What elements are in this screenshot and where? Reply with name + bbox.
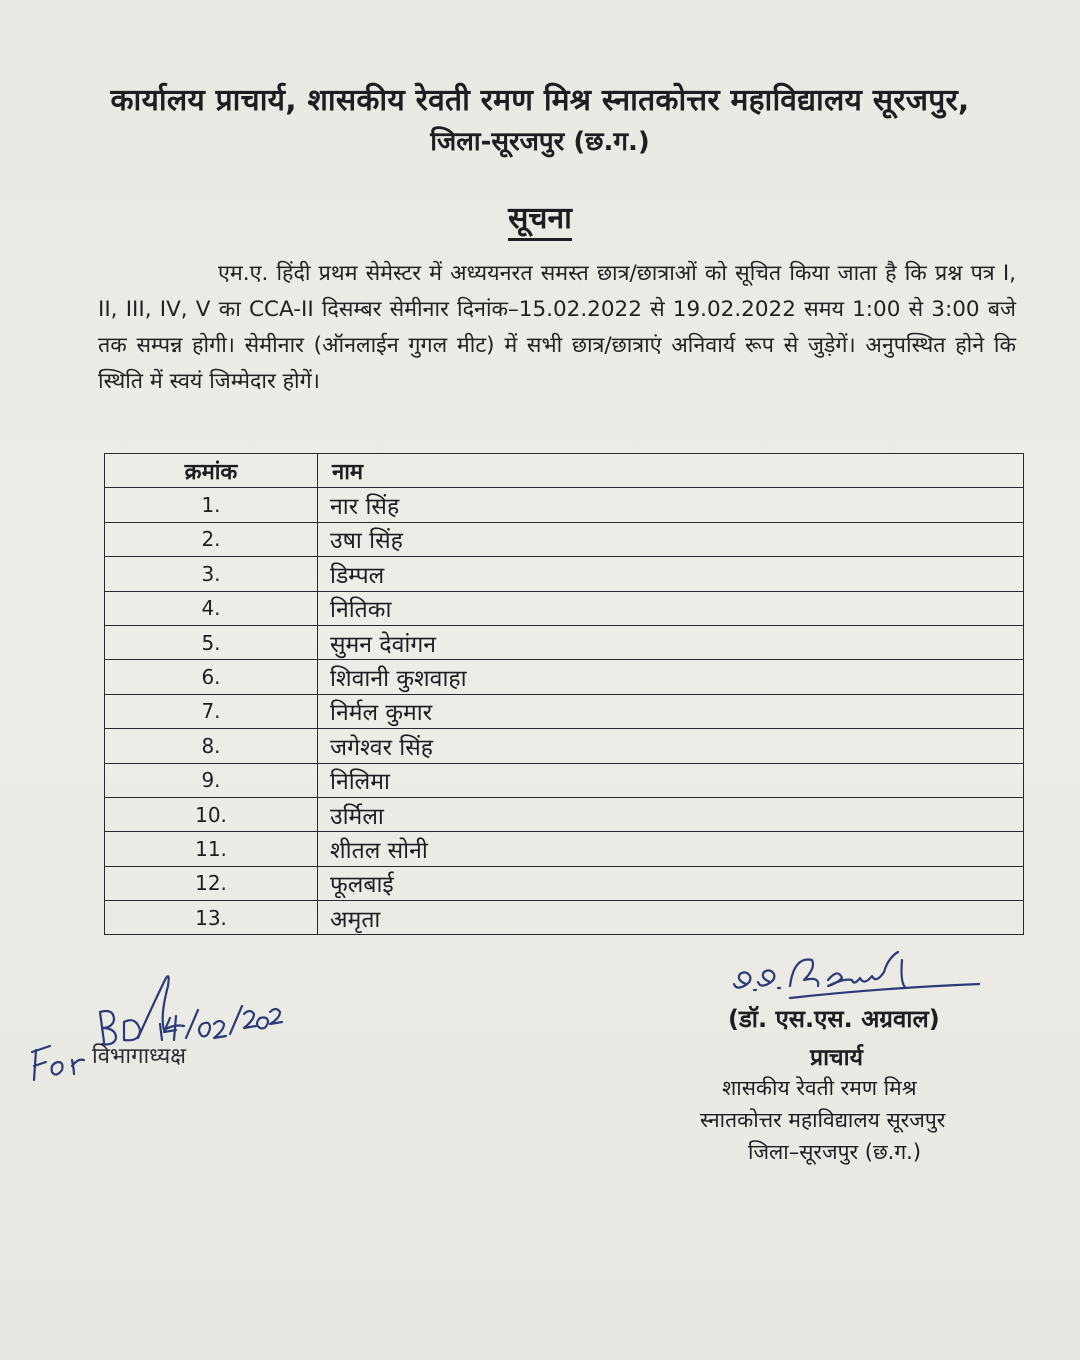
row-name: नार सिंह (318, 488, 1024, 522)
row-name: नितिका (318, 591, 1024, 625)
table-row (105, 866, 1024, 900)
institution-line-2: स्नातकोत्तर महाविद्यालय सूरजपुर (700, 1108, 946, 1132)
row-name: उषा सिंह (318, 522, 1024, 556)
row-serial: 1. (105, 488, 318, 522)
header-name: नाम (318, 454, 1024, 488)
row-name: अमृता (318, 901, 1024, 935)
table-row (105, 901, 1024, 935)
institution-line-3: जिला–सूरजपुर (छ.ग.) (748, 1140, 922, 1164)
table-row (105, 591, 1024, 625)
office-header: कार्यालय प्राचार्य, शासकीय रेवती रमण मिश्र स्नातकोत्तर महाविद्यालय सूरजपुर, (110, 83, 970, 118)
principal-designation: प्राचार्य (810, 1045, 863, 1071)
row-name: निलिमा (318, 763, 1024, 797)
table-row (105, 832, 1024, 866)
row-serial: 3. (105, 557, 318, 591)
principal-name: (डॉ. एस.एस. अग्रवाल) (728, 1005, 940, 1033)
table-row (105, 729, 1024, 763)
row-name: शीतल सोनी (318, 832, 1024, 866)
notice-title (0, 196, 1080, 237)
row-serial: 10. (105, 797, 318, 831)
table-row (105, 522, 1024, 556)
principal-signature (730, 950, 980, 1010)
row-serial: 11. (105, 832, 318, 866)
row-name: फूलबाई (318, 866, 1024, 900)
row-serial: 13. (105, 901, 318, 935)
table-row (105, 488, 1024, 522)
row-name: डिम्पल (318, 557, 1024, 591)
table-header-row (105, 454, 1024, 488)
row-name: उर्मिला (318, 797, 1024, 831)
row-serial: 8. (105, 729, 318, 763)
table-row (105, 557, 1024, 591)
row-serial: 2. (105, 522, 318, 556)
table-row (105, 625, 1024, 659)
row-name: सुमन देवांगन (318, 625, 1024, 659)
notice-title-text: सूचना (508, 201, 572, 241)
table-row (105, 797, 1024, 831)
row-serial: 4. (105, 591, 318, 625)
table-row (105, 694, 1024, 728)
student-table (104, 453, 1024, 935)
table-row (105, 660, 1024, 694)
office-district: जिला-सूरजपुर (छ.ग.) (430, 127, 650, 157)
row-name: जगेश्वर सिंह (318, 729, 1024, 763)
row-serial: 12. (105, 866, 318, 900)
row-serial: 5. (105, 625, 318, 659)
hod-label: विभागाध्यक्ष (92, 1044, 186, 1069)
row-serial: 9. (105, 763, 318, 797)
row-serial: 6. (105, 660, 318, 694)
row-serial: 7. (105, 694, 318, 728)
header-serial: क्रमांक (105, 454, 318, 488)
table-row (105, 763, 1024, 797)
row-name: शिवानी कुशवाहा (318, 660, 1024, 694)
row-name: निर्मल कुमार (318, 694, 1024, 728)
notice-body: एम.ए. हिंदी प्रथम सेमेस्टर में अध्ययनरत समस्त छात्र/छात्राओं को सूचित किया जाता है कि प्रश्न पत्र I, II, III, IV, V का CCA-II दिसम्बर सेमीनार दिनांक–15.02.2022 से 19.02.2022 समय 1:00 से 3:00 बजे तक सम्पन्न होगी। सेमीनार (ऑनलाईन गुगल मीट) में सभी छात्र/छात्राएं अनिवार्य रूप से जुड़ेगें। अनुपस्थित होने कि स्थिति में स्वयं जिम्मेदार होगें। (98, 261, 1016, 394)
institution-line-1: शासकीय रेवती रमण मिश्र (722, 1076, 917, 1100)
